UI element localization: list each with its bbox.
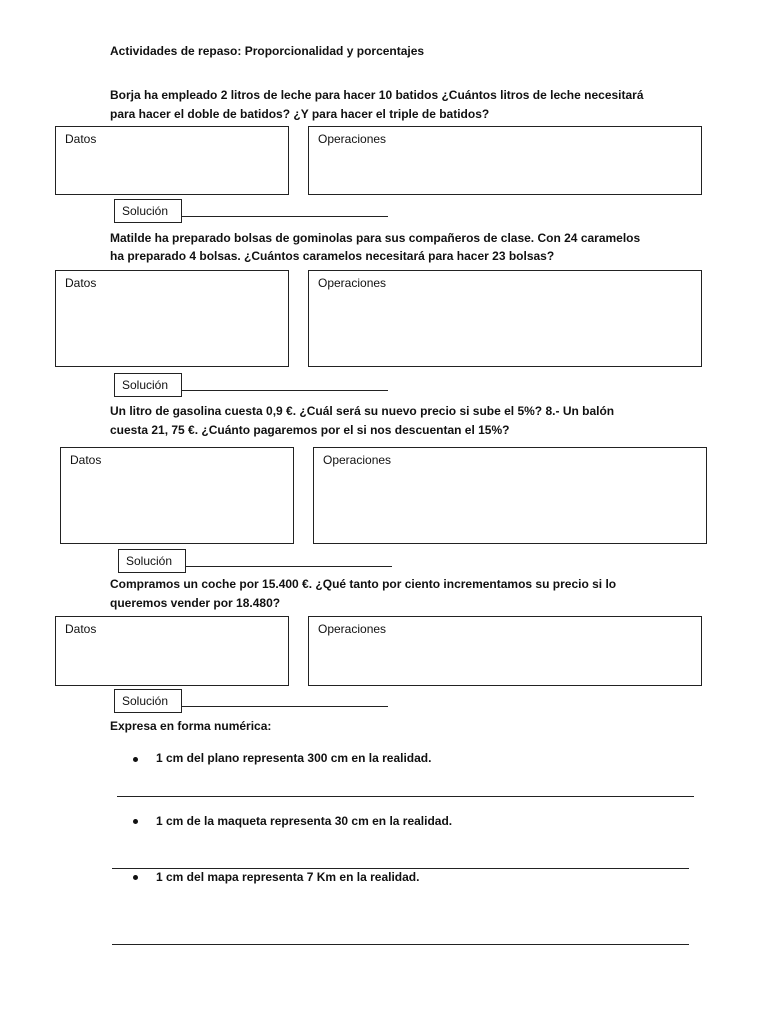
operaciones-label: Operaciones bbox=[318, 132, 387, 146]
problem-1-operaciones-box[interactable] bbox=[308, 126, 702, 195]
express-answer-line-1[interactable] bbox=[117, 796, 694, 797]
datos-label: Datos bbox=[65, 276, 97, 290]
operaciones-label: Operaciones bbox=[318, 276, 387, 290]
problem-2-text-line-2: ha preparado 4 bolsas. ¿Cuántos caramelos necesitará para hacer 23 bolsas? bbox=[110, 249, 555, 263]
problem-2-text-line-1: Matilde ha preparado bolsas de gominolas para sus compañeros de clase. Con 24 caramelos bbox=[110, 231, 641, 245]
express-item-1: 1 cm del plano representa 300 cm en la realidad. bbox=[156, 751, 432, 765]
express-item-3: 1 cm del mapa representa 7 Km en la realidad. bbox=[156, 870, 420, 884]
problem-1-text-line-2: para hacer el doble de batidos? ¿Y para hacer el triple de batidos? bbox=[110, 107, 490, 121]
datos-label: Datos bbox=[65, 622, 97, 636]
problem-3-solucion-label: Solución bbox=[118, 549, 186, 573]
problem-3-text-line-2: cuesta 21, 75 €. ¿Cuánto pagaremos por el si nos descuentan el 15%? bbox=[110, 423, 510, 437]
problem-4-text-line-2: queremos vender por 18.480? bbox=[110, 596, 281, 610]
problem-2-datos-box[interactable] bbox=[55, 270, 289, 367]
bullet-icon bbox=[133, 757, 138, 762]
problem-3-operaciones-box[interactable] bbox=[313, 447, 707, 544]
problem-1-solucion-line[interactable] bbox=[182, 216, 388, 217]
express-heading: Expresa en forma numérica: bbox=[110, 719, 272, 733]
problem-4-solucion-label: Solución bbox=[114, 689, 182, 713]
page-title: Actividades de repaso: Proporcionalidad y porcentajes bbox=[110, 44, 425, 58]
datos-label: Datos bbox=[70, 453, 102, 467]
bullet-icon bbox=[133, 875, 138, 880]
problem-4-operaciones-box[interactable] bbox=[308, 616, 702, 686]
problem-3-solucion-line[interactable] bbox=[186, 566, 392, 567]
problem-1-text-line-1: Borja ha empleado 2 litros de leche para hacer 10 batidos ¿Cuántos litros de leche necesitará bbox=[110, 88, 644, 102]
operaciones-label: Operaciones bbox=[318, 622, 387, 636]
problem-4-text-line-1: Compramos un coche por 15.400 €. ¿Qué tanto por ciento incrementamos su precio si lo bbox=[110, 577, 617, 591]
problem-2-solucion-label: Solución bbox=[114, 373, 182, 397]
express-answer-line-3[interactable] bbox=[112, 944, 689, 945]
problem-1-datos-box[interactable] bbox=[55, 126, 289, 195]
datos-label: Datos bbox=[65, 132, 97, 146]
problem-3-text-line-1: Un litro de gasolina cuesta 0,9 €. ¿Cuál será su nuevo precio si sube el 5%? 8.- Un balón bbox=[110, 404, 615, 418]
problem-3-datos-box[interactable] bbox=[60, 447, 294, 544]
problem-2-operaciones-box[interactable] bbox=[308, 270, 702, 367]
problem-2-solucion-line[interactable] bbox=[182, 390, 388, 391]
problem-1-solucion-label: Solución bbox=[114, 199, 182, 223]
problem-4-solucion-line[interactable] bbox=[182, 706, 388, 707]
bullet-icon bbox=[133, 819, 138, 824]
express-item-2: 1 cm de la maqueta representa 30 cm en la realidad. bbox=[156, 814, 453, 828]
operaciones-label: Operaciones bbox=[323, 453, 392, 467]
problem-4-datos-box[interactable] bbox=[55, 616, 289, 686]
